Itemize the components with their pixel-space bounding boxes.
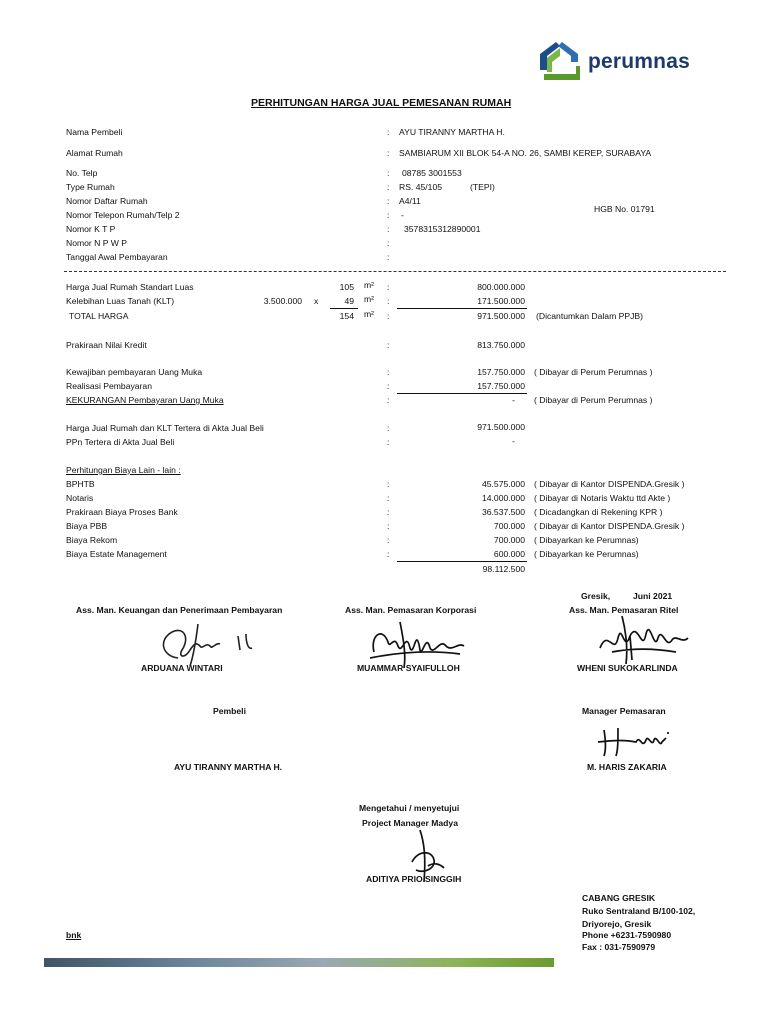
sign-date: Juni 2021 xyxy=(633,591,673,601)
type-value: RS. 45/105 xyxy=(399,182,442,192)
footer-fax: Fax : 031-7590979 xyxy=(582,942,656,952)
tanggal-label: Tanggal Awal Pembayaran xyxy=(66,252,168,262)
ppn-amount: - xyxy=(512,436,515,446)
biaya-amount: 600.000 xyxy=(493,549,525,559)
perumnas-logo-icon xyxy=(538,40,584,82)
sep: : xyxy=(387,210,390,220)
qty-total-rule xyxy=(330,308,358,309)
sep: : xyxy=(387,367,390,377)
biaya-note: ( Dibayarkan ke Perumnas) xyxy=(534,549,639,559)
sep: : xyxy=(387,340,390,350)
telp-value: 08785 3001553 xyxy=(402,168,462,178)
sep: : xyxy=(387,493,390,503)
ritel-title: Ass. Man. Pemasaran Ritel xyxy=(569,605,679,615)
std-amount: 800.000.000 xyxy=(477,282,525,292)
sep: : xyxy=(387,127,390,137)
std-qty: 105 xyxy=(339,282,354,292)
sep: : xyxy=(387,395,390,405)
sep: : xyxy=(387,521,390,531)
biaya-note: ( Dibayar di Notaris Waktu ttd Akte ) xyxy=(534,493,671,503)
daftar-label: Nomor Daftar Rumah xyxy=(66,196,148,206)
section-divider xyxy=(64,271,726,272)
manager-name: M. HARIS ZAKARIA xyxy=(587,762,667,772)
footer-initials: bnk xyxy=(66,930,82,940)
kekurangan-rule xyxy=(397,393,527,394)
unit: m² xyxy=(364,280,375,290)
sep: : xyxy=(387,479,390,489)
sep: : xyxy=(387,311,390,321)
mengetahui-label: Mengetahui / menyetujui xyxy=(359,803,460,813)
klt-label: Kelebihan Luas Tanah (KLT) xyxy=(66,296,175,306)
perumnas-logo-text: perumnas xyxy=(588,50,690,73)
footer-addr2: Driyorejo, Gresik xyxy=(582,919,652,929)
unit: m² xyxy=(364,309,375,319)
klt-x: x xyxy=(314,296,319,306)
alamat-value: SAMBIARUM XII BLOK 54-A NO. 26, SAMBI KEREP, SURABAYA xyxy=(399,148,652,158)
sep: : xyxy=(387,296,390,306)
biaya-amount: 36.537.500 xyxy=(481,507,525,517)
sep: : xyxy=(387,423,390,433)
ajb-amount: 971.500.000 xyxy=(477,422,525,432)
sep: : xyxy=(387,224,390,234)
kekurangan-label: KEKURANGAN Pembayaran Uang Muka xyxy=(66,395,224,405)
alamat-label: Alamat Rumah xyxy=(66,148,123,158)
klt-qty: 49 xyxy=(344,296,354,306)
kekurangan-amount: - xyxy=(512,395,515,405)
biaya-label: Notaris xyxy=(66,493,94,503)
total-note: (Dicantumkan Dalam PPJB) xyxy=(536,311,643,321)
footer-color-bar xyxy=(44,958,554,967)
sep: : xyxy=(387,282,390,292)
sep: : xyxy=(387,182,390,192)
biaya-note: ( Dibayarkan ke Perumnas) xyxy=(534,535,639,545)
ajb-label: Harga Jual Rumah dan KLT Tertera di Akta Jual Beli xyxy=(66,423,264,433)
footer-phone: Phone +6231-7590980 xyxy=(582,930,672,940)
pembeli-name: AYU TIRANNY MARTHA H. xyxy=(174,762,283,772)
kredit-amount: 813.750.000 xyxy=(477,340,525,350)
biaya-label: Prakiraan Biaya Proses Bank xyxy=(66,507,178,517)
kredit-label: Prakiraan Nilai Kredit xyxy=(66,340,147,350)
pemasaran-title: Ass. Man. Pemasaran Korporasi xyxy=(345,605,477,615)
total-amount: 971.500.000 xyxy=(477,311,525,321)
amount-total-rule xyxy=(397,308,527,309)
nama-value: AYU TIRANNY MARTHA H. xyxy=(399,127,505,137)
sep: : xyxy=(387,196,390,206)
nama-label: Nama Pembeli xyxy=(66,127,123,137)
pm-title: Project Manager Madya xyxy=(362,818,458,828)
std-label: Harga Jual Rumah Standart Luas xyxy=(66,282,194,292)
biaya-note: ( Dibayar di Kantor DISPENDA.Gresik ) xyxy=(534,479,685,489)
biaya-label: BPHTB xyxy=(66,479,95,489)
unit: m² xyxy=(364,294,375,304)
pm-name: ADITIYA PRIO SINGGIH xyxy=(366,874,462,884)
kekurangan-note: ( Dibayar di Perum Perumnas ) xyxy=(534,395,653,405)
ktp-label: Nomor K T P xyxy=(66,224,116,234)
total-label: TOTAL HARGA xyxy=(69,311,129,321)
realisasi-label: Realisasi Pembayaran xyxy=(66,381,152,391)
sep: : xyxy=(387,437,390,447)
biaya-label: Biaya Estate Management xyxy=(66,549,167,559)
biaya-amount: 14.000.000 xyxy=(481,493,525,503)
biaya-total-rule xyxy=(397,561,527,562)
biaya-label: Biaya PBB xyxy=(66,521,108,531)
telp-rumah-label: Nomor Telepon Rumah/Telp 2 xyxy=(66,210,180,220)
sep: : xyxy=(387,252,390,262)
pembeli-title: Pembeli xyxy=(213,706,246,716)
keuangan-title: Ass. Man. Keuangan dan Penerimaan Pembayaran xyxy=(76,605,283,615)
biaya-label: Biaya Rekom xyxy=(66,535,118,545)
npwp-label: Nomor N P W P xyxy=(66,238,127,248)
sep: : xyxy=(387,549,390,559)
sep: : xyxy=(387,507,390,517)
manager-title: Manager Pemasaran xyxy=(582,706,666,716)
biaya-amount: 700.000 xyxy=(493,521,525,531)
sep: : xyxy=(387,381,390,391)
pemasaran-name: MUAMMAR SYAIFULLOH xyxy=(357,663,460,673)
ppn-label: PPn Tertera di Akta Jual Beli xyxy=(66,437,175,447)
klt-amount: 171.500.000 xyxy=(477,296,525,306)
type-label: Type Rumah xyxy=(66,182,115,192)
sep: : xyxy=(387,168,390,178)
uangmuka-label: Kewajiban pembayaran Uang Muka xyxy=(66,367,203,377)
footer-branch: CABANG GRESIK xyxy=(582,893,656,903)
footer-addr1: Ruko Sentraland B/100-102, xyxy=(582,906,696,916)
biaya-heading: Perhitungan Biaya Lain - lain : xyxy=(66,465,181,475)
signature-ritel-icon xyxy=(592,608,692,670)
biaya-amount: 45.575.000 xyxy=(481,479,525,489)
sep: : xyxy=(387,238,390,248)
sign-place: Gresik, xyxy=(581,591,611,601)
biaya-amount: 700.000 xyxy=(493,535,525,545)
signature-manager-icon xyxy=(596,720,676,760)
type-note: (TEPI) xyxy=(470,182,495,192)
page-title: PERHITUNGAN HARGA JUAL PEMESANAN RUMAH xyxy=(251,97,512,109)
klt-rate: 3.500.000 xyxy=(263,296,302,306)
uangmuka-amount: 157.750.000 xyxy=(477,367,525,377)
ritel-name: WHENI SUKOKARLINDA xyxy=(577,663,678,673)
ktp-value: 3578315312890001 xyxy=(404,224,481,234)
uangmuka-note: ( Dibayar di Perum Perumnas ) xyxy=(534,367,653,377)
realisasi-amount: 157.750.000 xyxy=(477,381,525,391)
telp-label: No. Telp xyxy=(66,168,98,178)
telp-rumah-value: - xyxy=(401,210,404,220)
daftar-value: A4/11 xyxy=(399,196,421,206)
total-qty: 154 xyxy=(339,311,354,321)
keuangan-name: ARDUANA WINTARI xyxy=(141,663,223,673)
sep: : xyxy=(387,148,390,158)
sep: : xyxy=(387,535,390,545)
biaya-note: ( Dibayar di Kantor DISPENDA.Gresik ) xyxy=(534,521,685,531)
biaya-note: ( Dicadangkan di Rekening KPR ) xyxy=(534,507,663,517)
biaya-total: 98.112.500 xyxy=(482,564,525,574)
hgb-number: HGB No. 01791 xyxy=(594,204,655,214)
